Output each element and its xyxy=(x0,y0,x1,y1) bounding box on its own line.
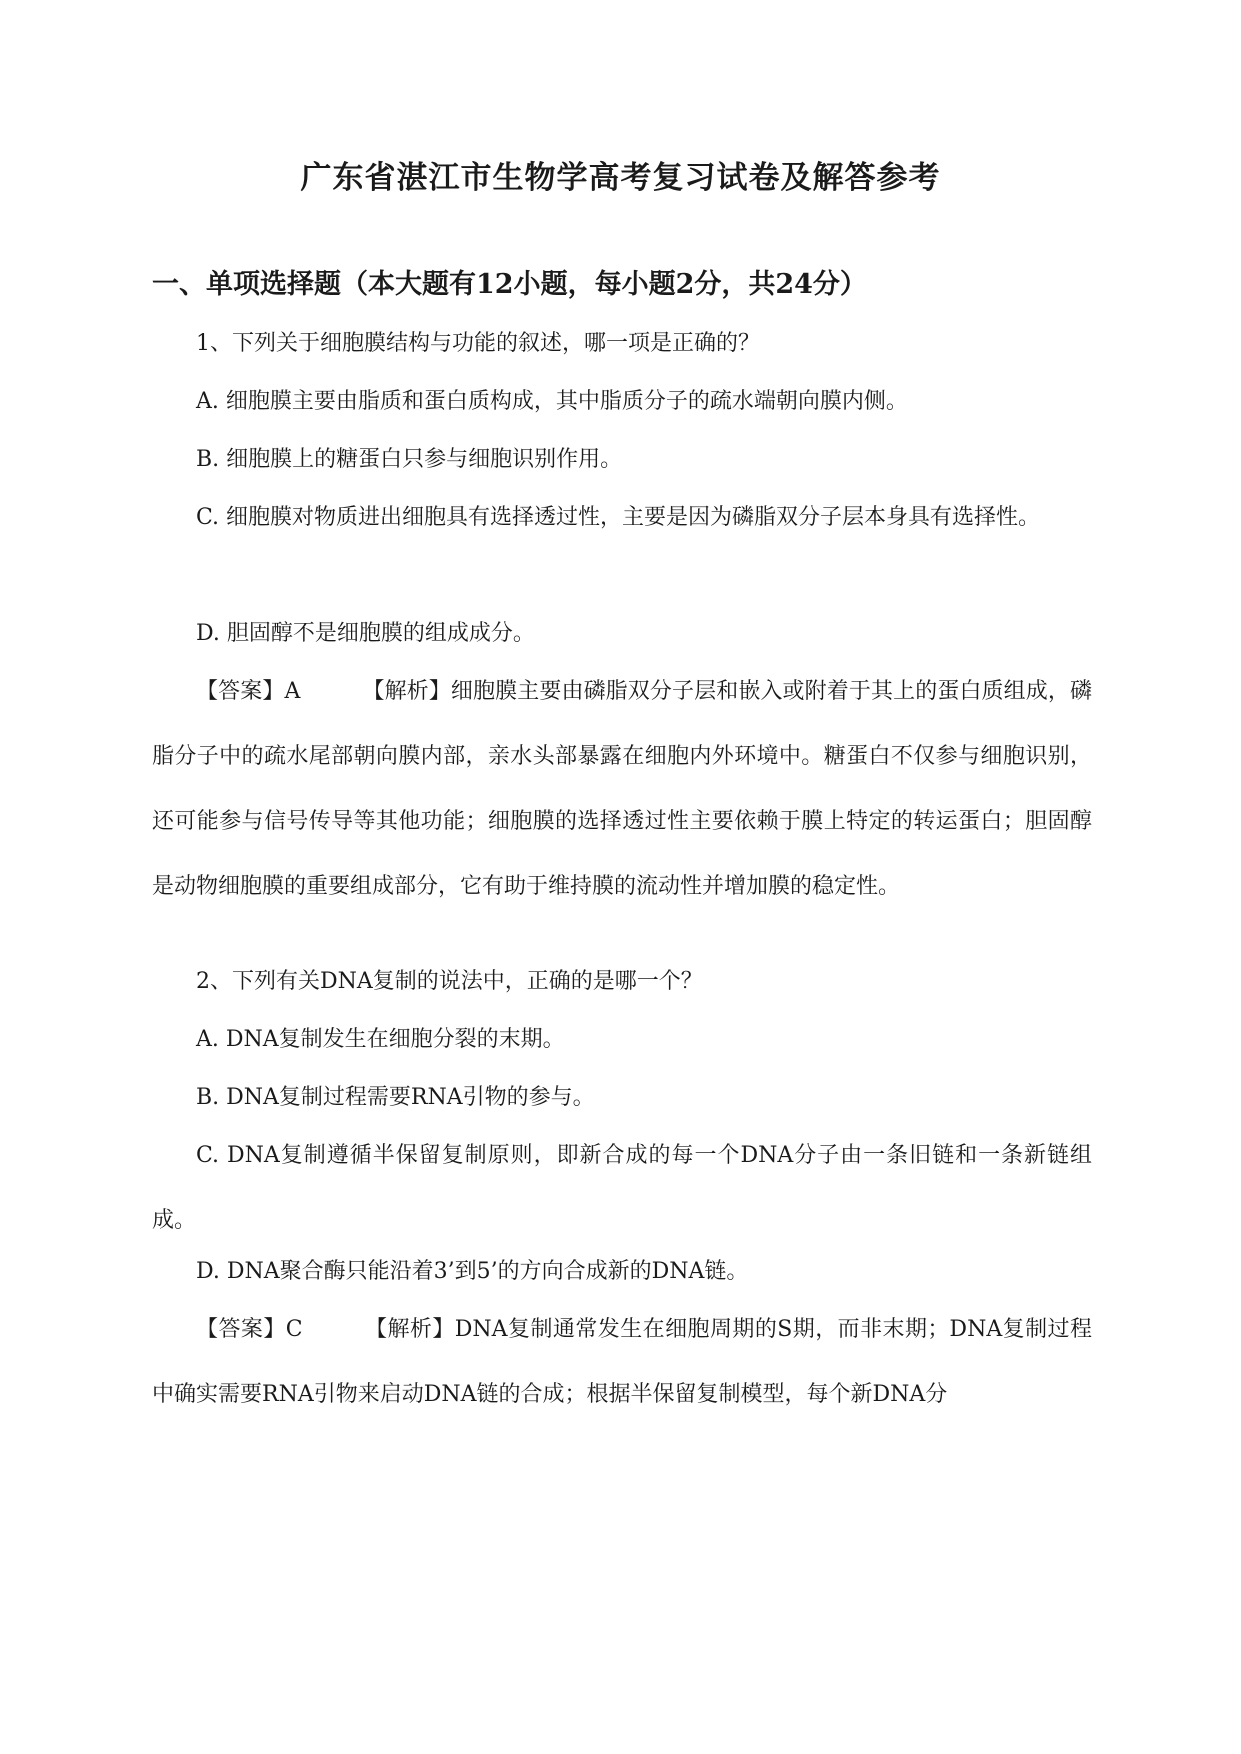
question-2-option-d: D. DNA聚合酶只能沿着3’到5’的方向合成新的DNA链。 xyxy=(196,1259,749,1284)
question-1-option-b: B. 细胞膜上的糖蛋白只参与细胞识别作用。 xyxy=(196,447,623,472)
question-2-analysis-label: 【解析】 xyxy=(364,1317,455,1342)
document-title: 广东省湛江市生物学高考复习试卷及解答参考 xyxy=(300,160,941,196)
question-2-option-b: B. DNA复制过程需要RNA引物的参与。 xyxy=(196,1085,595,1110)
question-1-analysis: 细胞膜主要由磷脂双分子层和嵌入或附着于其上的蛋白质组成，磷脂分子中的疏水尾部朝向膜内部，亲水头部暴露在细胞内外环境中。糖蛋白不仅参与细胞识别，还可能参与信号传导等其他功能；细胞膜的选择透过性主要依赖于膜上特定的转运蛋白；胆固醇是动物细胞膜的重要组成部分，它有助于维持膜的流动性并增加膜的稳定性。 xyxy=(152,679,1092,899)
question-2-answer: 【答案】C xyxy=(196,1317,303,1342)
question-1-answer-block xyxy=(152,659,1092,919)
question-1-option-a: A. 细胞膜主要由脂质和蛋白质构成，其中脂质分子的疏水端朝向膜内侧。 xyxy=(196,389,908,414)
question-1-option-c: C. 细胞膜对物质进出细胞具有选择透过性，主要是因为磷脂双分子层本身具有选择性。 xyxy=(196,505,1041,530)
question-2-analysis: DNA复制通常发生在细胞周期的S期，而非末期；DNA复制过程中确实需要RNA引物来启动DNA链的合成；根据半保留复制模型，每个新DNA分 xyxy=(152,1317,1092,1407)
question-2-option-c: C. DNA复制遵循半保留复制原则，即新合成的每一个DNA分子由一条旧链和一条新链组成。 xyxy=(152,1143,1092,1233)
question-1-analysis-label: 【解析】 xyxy=(362,679,451,704)
section-heading: 一、单项选择题（本大题有12小题，每小题2分，共24分） xyxy=(152,269,867,300)
question-2-stem: 2、下列有关DNA复制的说法中，正确的是哪一个？ xyxy=(196,969,703,994)
question-2-answer-block xyxy=(152,1297,1092,1427)
question-1-stem: 1、下列关于细胞膜结构与功能的叙述，哪一项是正确的？ xyxy=(196,331,760,356)
question-2-option-a: A. DNA复制发生在细胞分裂的末期。 xyxy=(196,1027,565,1052)
question-1-answer: 【答案】A xyxy=(196,679,301,704)
question-1-option-d: D. 胆固醇不是细胞膜的组成成分。 xyxy=(196,621,535,646)
